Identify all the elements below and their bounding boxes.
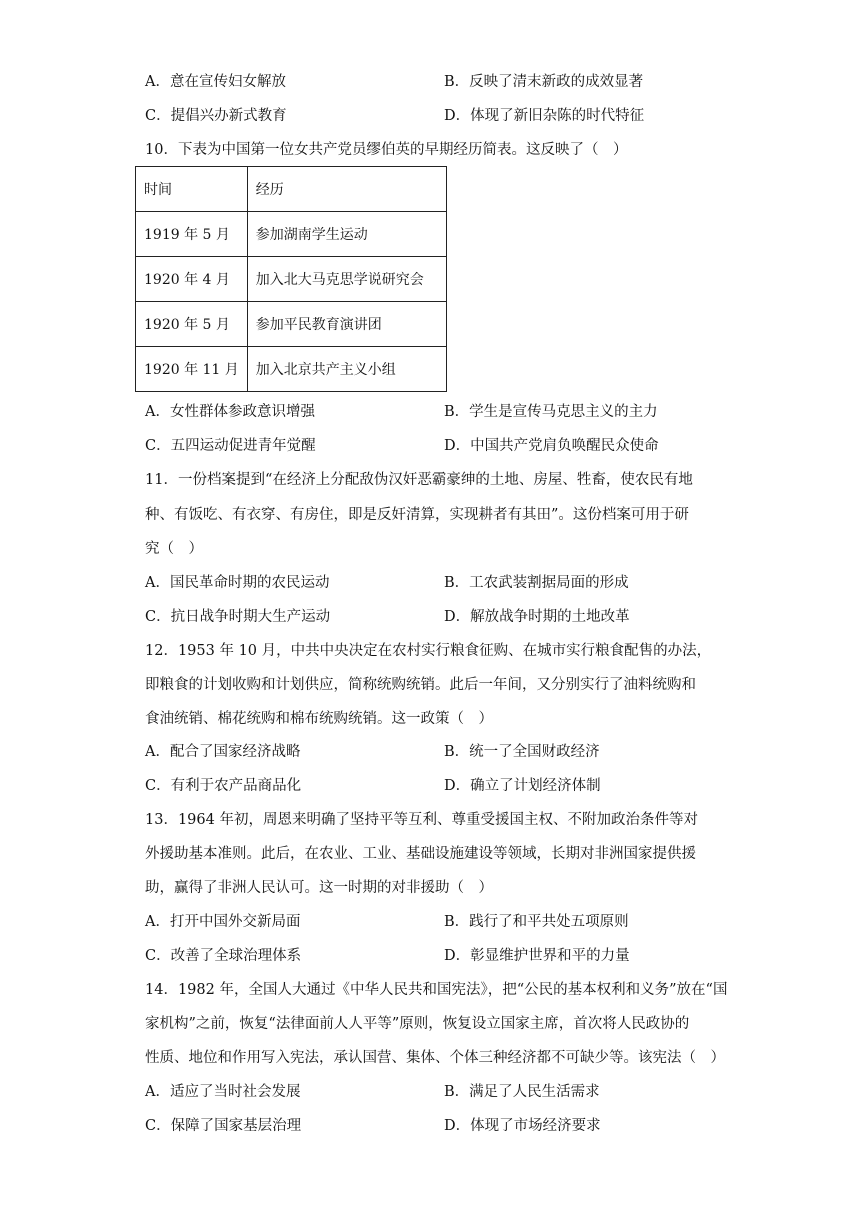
q10-history-table (135, 166, 447, 392)
q13-option-c: C．改善了全球治理体系 (145, 948, 302, 964)
q9-option-a: A．意在宣传妇女解放 (145, 74, 286, 90)
q10-stem: 10．下表为中国第一位女共产党员缪伯英的早期经历简表。这反映了（ ） (145, 142, 628, 158)
q13-option-a: A．打开中国外交新局面 (145, 914, 301, 930)
q11-option-b: B．工农武装割据局面的形成 (444, 575, 629, 591)
q11-option-d: D．解放战争时期的土地改革 (444, 609, 630, 625)
table-cell-experience: 参加湖南学生运动 (247, 212, 446, 257)
q9-option-d: D．体现了新旧杂陈的时代特征 (444, 108, 645, 124)
q13-option-d: D．彰显维护世界和平的力量 (444, 948, 630, 964)
q11-stem-line-3: 究（ ） (145, 541, 203, 557)
table-row (136, 212, 447, 257)
q12-stem-line-3: 食油统销、棉花统购和棉布统购统销。这一政策（ ） (145, 711, 493, 727)
q14-option-b: B．满足了人民生活需求 (444, 1084, 600, 1100)
q12-option-a: A．配合了国家经济战略 (145, 744, 301, 760)
q11-stem-line-2: 种、有饭吃、有衣穿、有房住，即是反奸清算，实现耕者有其田”。这份档案可用于研 (145, 507, 689, 523)
q12-stem-line-2: 即粮食的计划收购和计划供应，简称统购统销。此后一年间，又分别实行了油料统购和 (145, 677, 696, 693)
q14-stem-line-1: 14．1982 年，全国人大通过《中华人民共和国宪法》，把“公民的基本权利和义务”放在“国 (145, 982, 728, 998)
table-cell-time: 1920 年 4 月 (136, 257, 248, 302)
table-row (136, 257, 447, 302)
table-cell-time: 1919 年 5 月 (136, 212, 248, 257)
table-row (136, 347, 447, 392)
q9-option-b: B．反映了清末新政的成效显著 (444, 74, 644, 90)
q14-stem-line-2: 家机构”之前，恢复“法律面前人人平等”原则，恢复设立国家主席，首次将人民政协的 (145, 1016, 690, 1032)
q14-option-a: A．适应了当时社会发展 (145, 1084, 301, 1100)
q10-option-b: B．学生是宣传马克思主义的主力 (444, 404, 658, 420)
q10-option-a: A．女性群体参政意识增强 (145, 404, 315, 420)
q13-stem-line-3: 助，赢得了非洲人民认可。这一时期的对非援助（ ） (145, 880, 493, 896)
q12-option-b: B．统一了全国财政经济 (444, 744, 600, 760)
q12-option-d: D．确立了计划经济体制 (444, 778, 601, 794)
table-cell-experience: 参加平民教育演讲团 (247, 302, 446, 347)
q10-option-d: D．中国共产党肩负唤醒民众使命 (444, 438, 659, 454)
table-row (136, 302, 447, 347)
q12-option-c: C．有利于农产品商品化 (145, 778, 302, 794)
q14-stem-line-3: 性质、地位和作用写入宪法，承认国营、集体、个体三种经济都不可缺少等。该宪法（ ） (145, 1050, 725, 1066)
table-cell-experience: 加入北大马克思学说研究会 (247, 257, 446, 302)
q14-option-d: D．体现了市场经济要求 (444, 1118, 601, 1134)
table-cell-time: 1920 年 11 月 (136, 347, 248, 392)
q11-option-a: A．国民革命时期的农民运动 (145, 575, 330, 591)
q11-stem-line-1: 11．一份档案提到“在经济上分配敌伪汉奸恶霸豪绅的土地、房屋、牲畜，使农民有地 (145, 472, 693, 488)
q10-option-c: C．五四运动促进青年觉醒 (145, 438, 316, 454)
q14-option-c: C．保障了国家基层治理 (145, 1118, 302, 1134)
table-header-time: 时间 (136, 167, 248, 212)
table-cell-time: 1920 年 5 月 (136, 302, 248, 347)
q13-option-b: B．践行了和平共处五项原则 (444, 914, 629, 930)
table-header-experience: 经历 (247, 167, 446, 212)
q12-stem-line-1: 12．1953 年 10 月，中共中央决定在农村实行粮食征购、在城市实行粮食配售的办法， (145, 643, 712, 659)
q11-option-c: C．抗日战争时期大生产运动 (145, 609, 331, 625)
table-cell-experience: 加入北京共产主义小组 (247, 347, 446, 392)
q13-stem-line-2: 外援助基本准则。此后，在农业、工业、基础设施建设等领域，长期对非洲国家提供援 (145, 846, 696, 862)
q13-stem-line-1: 13．1964 年初，周恩来明确了坚持平等互利、尊重受援国主权、不附加政治条件等对 (145, 812, 698, 828)
table-header-row (136, 167, 447, 212)
q9-option-c: C．提倡兴办新式教育 (145, 108, 287, 124)
